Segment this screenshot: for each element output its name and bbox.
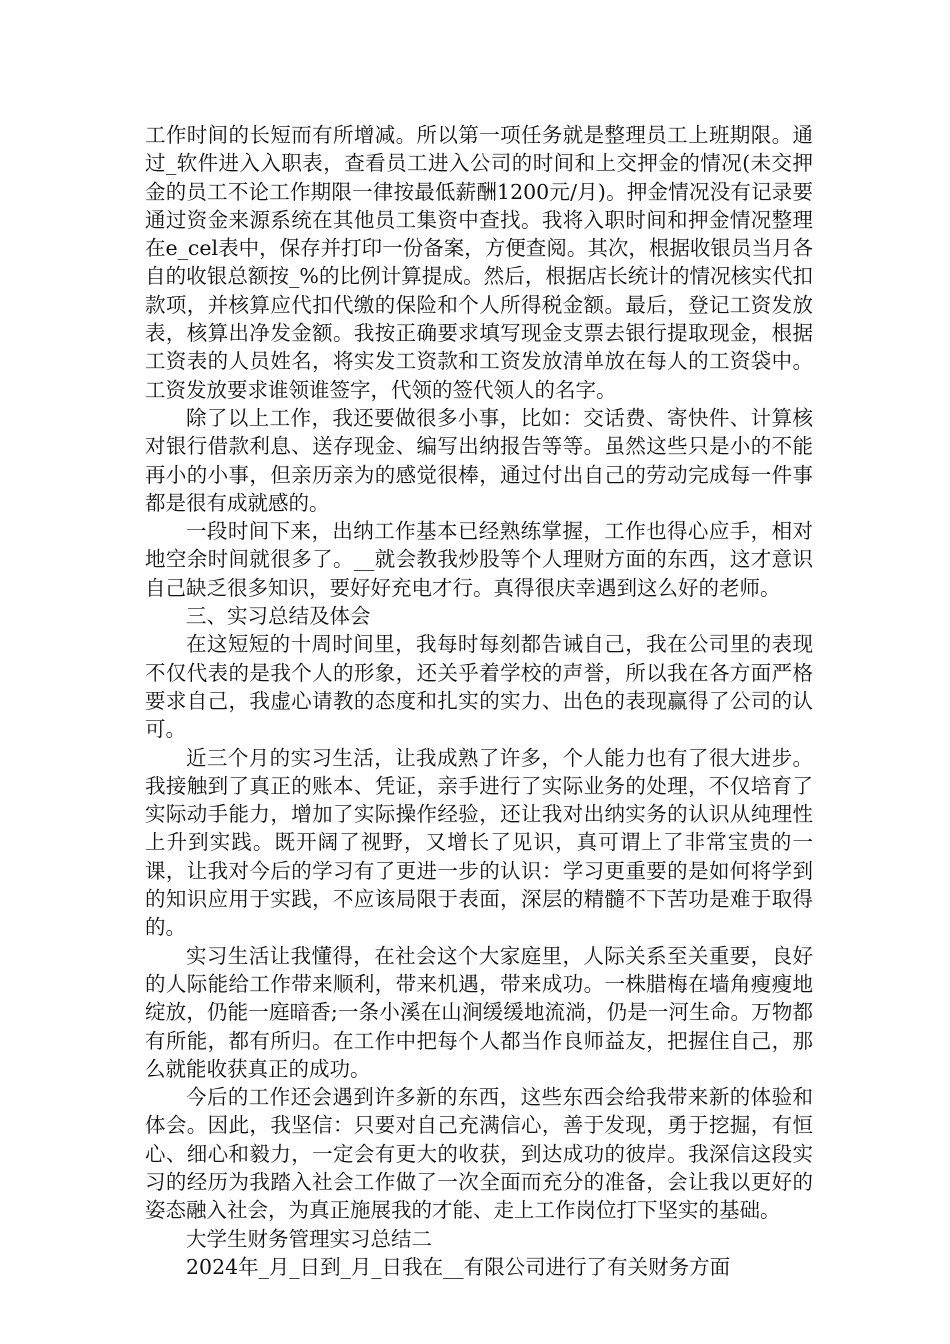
paragraph-free-time: 一段时间下来，出纳工作基本已经熟练掌握，工作也得心应手，相对地空余时间就很多了。__就会教我炒股等个人理财方面的东西，这才意识自己缺乏很多知识，要好好充电才行。真得很庆幸遇到这么好的老师。	[145, 519, 813, 600]
paragraph-internship-dates: 2024年_月_日到_月_日我在__有限公司进行了有关财务方面	[186, 1254, 731, 1279]
section-heading-summary-two: 大学生财务管理实习总结二	[186, 1226, 432, 1251]
paragraph-ten-weeks: 在这短短的十周时间里，我每时每刻都告诫自己，我在公司里的表现不仅代表的是我个人的形象，还关乎着学校的声誉，所以我在各方面严格要求自己，我虚心请教的态度和扎实的实力、出色的表现赢得了公司的认可。	[145, 632, 813, 742]
paragraph-small-tasks: 除了以上工作，我还要做很多小事，比如：交话费、寄快件、计算核对银行借款利息、送存现金、编写出纳报告等等。虽然这些只是小的不能再小的小事，但亲历亲为的感觉很棒，通过付出自己的劳动完成每一件事都是很有成就感的。	[145, 405, 813, 515]
paragraph-relationships: 实习生活让我懂得，在社会这个大家庭里，人际关系至关重要，良好的人际能给工作带来顺利，带来机遇，带来成功。一株腊梅在墙角瘦瘦地绽放，仍能一庭暗香;一条小溪在山涧缓缓地流淌，仍是一河生命。万物都有所能，都有所归。在工作中把每个人都当作良师益友，把握住自己，那么就能收获真正的成功。	[145, 943, 813, 1081]
paragraph-three-months: 近三个月的实习生活，让我成熟了许多，个人能力也有了很大进步。我接触到了真正的账本、凭证，亲手进行了实际业务的处理，不仅培育了实际动手能力，增加了实际操作经验，还让我对出纳实务的认识从纯理性上升到实践。既开阔了视野，又增长了见识，真可谓上了非常宝贵的一课，让我对今后的学习有了更进一步的认识：学习更重要的是如何将学到的知识应用于实践，不应该局限于表面，深层的精髓不下苦功是难于取得的。	[145, 745, 813, 940]
paragraph-future-work: 今后的工作还会遇到许多新的东西，这些东西会给我带来新的体验和体会。因此，我坚信：只要对自己充满信心，善于发现，勇于挖掘，有恒心、细心和毅力，一定会有更大的收获，到达成功的彼岸。我深信这段实习的经历为我踏入社会工作做了一次全面而充分的准备，会让我以更好的姿态融入社会，为真正施展我的才能、走上工作岗位打下坚实的基础。	[145, 1085, 813, 1223]
section-heading-summary: 三、实习总结及体会	[186, 604, 371, 629]
paragraph-payroll-tasks: 工作时间的长短而有所增减。所以第一项任务就是整理员工上班期限。通过_软件进入入职表，查看员工进入公司的时间和上交押金的情况(未交押金的员工不论工作期限一律按最低薪酬1200元/月)。押金情况没有记录要通过资金来源系统在其他员工集资中查找。我将入职时间和押金情况整理在e_cel表中，保存并打印一份备案，方便查阅。其次，根据收银员当月各自的收银总额按_%的比例计算提成。然后，根据店长统计的情况核实代扣款项，并核算应代扣代缴的保险和个人所得税金额。最后，登记工资发放表，核算出净发金额。我按正确要求填写现金支票去银行提取现金，根据工资表的人员姓名，将实发工资款和工资发放清单放在每人的工资袋中。工资发放要求谁领谁签字，代领的签代领人的名字。	[145, 123, 813, 402]
document-body	[145, 121, 813, 1281]
